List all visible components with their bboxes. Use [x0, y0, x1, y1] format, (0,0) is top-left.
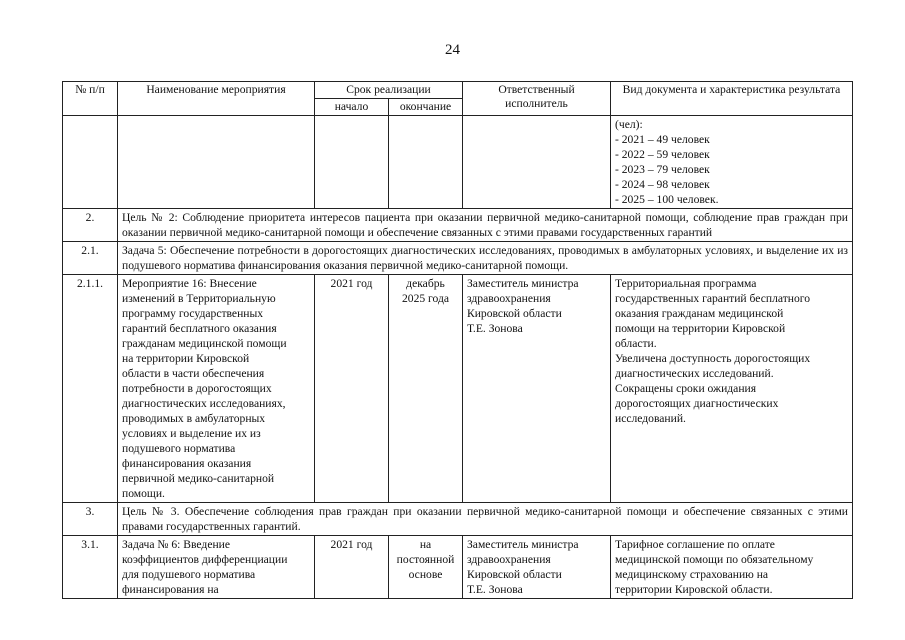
activities-table	[62, 81, 853, 599]
task-5-text: Задача 5: Обеспечение потребности в дорогостоящих диагностических исследованиях, проводимых в амбулаторных условиях, и выделение их из подушевого норматива финансирования оказания первичной медико-санитарной помощи.	[118, 242, 853, 275]
name-line: Задача № 6: Введение	[122, 538, 231, 551]
cell-executor	[463, 275, 611, 503]
cell-number: 2.	[63, 209, 118, 242]
cell-start: 2021 год	[315, 536, 389, 599]
name-line: Мероприятие 16: Внесение	[122, 277, 257, 290]
result-line: Увеличена доступность дорогостоящих	[615, 352, 811, 365]
table-header-row	[63, 82, 853, 99]
result-line: дорогостоящих диагностических	[615, 397, 779, 410]
header-executor: Ответственный исполнитель	[463, 82, 611, 116]
cell-number: 3.1.	[63, 536, 118, 599]
header-end: окончание	[389, 99, 463, 116]
cell-result	[611, 536, 853, 599]
name-line: подушевого норматива	[122, 442, 236, 455]
header-period: Срок реализации	[315, 82, 463, 99]
result-line: оказания гражданам медицинской	[615, 307, 784, 320]
result-line: области.	[615, 337, 657, 350]
result-line: Территориальная программа	[615, 277, 757, 290]
page-number: 24	[445, 42, 460, 58]
result-line: - 2025 – 100 человек.	[615, 193, 719, 206]
name-line: проводимых в амбулаторных	[122, 412, 266, 425]
executor-line: Заместитель министра	[467, 277, 579, 290]
header-number: № п/п	[63, 82, 118, 116]
name-line: области в части обеспечения	[122, 367, 265, 380]
table-row-task-6	[63, 536, 853, 599]
result-line: - 2024 – 98 человек	[615, 178, 710, 191]
result-line: Сокращены сроки ожидания	[615, 382, 757, 395]
name-line: условиях и выделение их из	[122, 427, 261, 440]
name-line: для подушевого норматива	[122, 568, 256, 581]
end-line: основе	[408, 568, 443, 581]
header-result: Вид документа и характеристика результата	[611, 82, 853, 116]
result-line: помощи на территории Кировской	[615, 322, 786, 335]
name-line: потребности в дорогостоящих	[122, 382, 272, 395]
table-row-goal-2	[63, 209, 853, 242]
cell-name	[118, 536, 315, 599]
name-line: программу государственных	[122, 307, 264, 320]
result-line: исследований.	[615, 412, 686, 425]
name-line: первичной медико-санитарной	[122, 472, 275, 485]
end-line: постоянной	[396, 553, 455, 566]
cell-start	[315, 116, 389, 209]
header-activity-name: Наименование мероприятия	[118, 82, 315, 116]
result-line: диагностических исследований.	[615, 367, 774, 380]
cell-number: 3.	[63, 503, 118, 536]
name-line: финансирования на	[122, 583, 219, 596]
result-line: (чел):	[615, 118, 643, 131]
table-row-measure-16	[63, 275, 853, 503]
cell-number	[63, 116, 118, 209]
name-line: финансирования оказания	[122, 457, 252, 470]
executor-line: Т.Е. Зонова	[467, 322, 523, 335]
result-line: Тарифное соглашение по оплате	[615, 538, 775, 551]
executor-line: Кировской области	[467, 568, 562, 581]
executor-line: здравоохранения	[467, 553, 551, 566]
goal-3-text: Цель № 3. Обеспечение соблюдения прав граждан при оказании первичной медико-санитарной помощи и обеспечение связанных с этими правами государственных гарантий.	[118, 503, 853, 536]
table-row-goal-3	[63, 503, 853, 536]
cell-end	[389, 275, 463, 503]
table-row-task-5	[63, 242, 853, 275]
name-line: помощи.	[122, 487, 165, 500]
cell-name	[118, 116, 315, 209]
cell-number: 2.1.1.	[63, 275, 118, 503]
cell-start: 2021 год	[315, 275, 389, 503]
result-line: территории Кировской области.	[615, 583, 773, 596]
executor-line: здравоохранения	[467, 292, 551, 305]
cell-result	[611, 116, 853, 209]
table-row-continuation	[63, 116, 853, 209]
end-line: 2025 года	[401, 292, 450, 305]
cell-executor	[463, 116, 611, 209]
result-line: - 2023 – 79 человек	[615, 163, 710, 176]
end-line: на	[419, 538, 432, 551]
cell-executor	[463, 536, 611, 599]
name-line: диагностических исследованиях,	[122, 397, 286, 410]
name-line: гарантий бесплатного оказания	[122, 322, 277, 335]
name-line: изменений в Территориальную	[122, 292, 276, 305]
header-start: начало	[315, 99, 389, 116]
cell-end	[389, 116, 463, 209]
result-line: - 2021 – 49 человек	[615, 133, 710, 146]
name-line: гражданам медицинской помощи	[122, 337, 287, 350]
executor-line: Заместитель министра	[467, 538, 579, 551]
goal-2-text: Цель № 2: Соблюдение приоритета интересов пациента при оказании первичной медико-санитарной помощи, соблюдение прав граждан при оказании первичной медико-санитарной помощи и обеспечение связанных с этими правами государственных гарантий	[118, 209, 853, 242]
name-line: коэффициентов дифференциации	[122, 553, 288, 566]
cell-name	[118, 275, 315, 503]
executor-line: Кировской области	[467, 307, 562, 320]
result-line: - 2022 – 59 человек	[615, 148, 710, 161]
cell-number: 2.1.	[63, 242, 118, 275]
name-line: на территории Кировской	[122, 352, 250, 365]
cell-end	[389, 536, 463, 599]
executor-line: Т.Е. Зонова	[467, 583, 523, 596]
result-line: медицинской помощи по обязательному	[615, 553, 814, 566]
end-line: декабрь	[406, 277, 445, 290]
cell-result	[611, 275, 853, 503]
result-line: государственных гарантий бесплатного	[615, 292, 811, 305]
result-line: медицинскому страхованию на	[615, 568, 769, 581]
